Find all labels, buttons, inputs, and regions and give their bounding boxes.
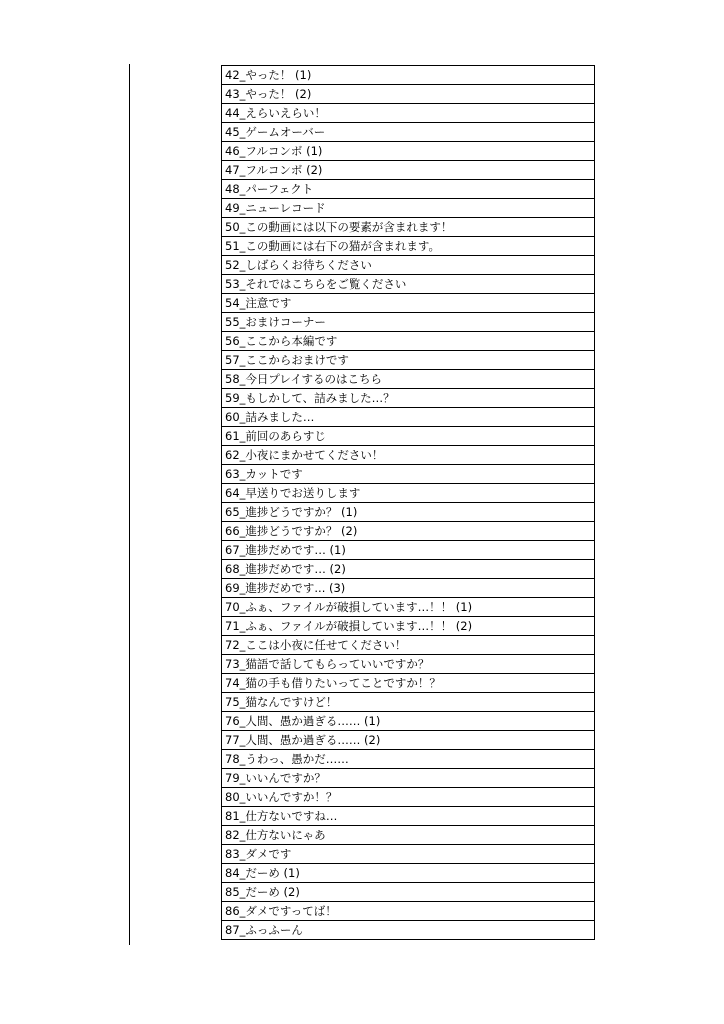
- table-row: [222, 237, 595, 256]
- table-row: [222, 332, 595, 351]
- table-row: [222, 161, 595, 180]
- entry-cell: 42_やった！ (1): [222, 66, 595, 85]
- entry-cell: 73_猫語で話してもらっていいですか？: [222, 655, 595, 674]
- table-row: [222, 104, 595, 123]
- entry-cell: 56_ここから本編です: [222, 332, 595, 351]
- entry-cell: 50_この動画には以下の要素が含まれます！: [222, 218, 595, 237]
- entry-cell: 60_詰みました…: [222, 408, 595, 427]
- entry-cell: 64_早送りでお送りします: [222, 484, 595, 503]
- entry-cell: 70_ふぁ、ファイルが破損しています…！！ (1): [222, 598, 595, 617]
- entry-cell: 62_小夜にまかせてください！: [222, 446, 595, 465]
- entry-cell: 66_進捗どうですか？ (2): [222, 522, 595, 541]
- table-row: [222, 389, 595, 408]
- table-row: [222, 807, 595, 826]
- table-row: [222, 769, 595, 788]
- table-row: [222, 123, 595, 142]
- table-row: [222, 883, 595, 902]
- table-row: [222, 693, 595, 712]
- table-row: [222, 484, 595, 503]
- table-row: [222, 218, 595, 237]
- entry-table: [221, 65, 595, 940]
- table-row: [222, 864, 595, 883]
- entry-cell: 69_進捗だめです... (3): [222, 579, 595, 598]
- table-row: [222, 503, 595, 522]
- table-row: [222, 560, 595, 579]
- table-row: [222, 826, 595, 845]
- entry-cell: 43_やった！ (2): [222, 85, 595, 104]
- entry-cell: 48_パーフェクト: [222, 180, 595, 199]
- entry-cell: 46_フルコンボ (1): [222, 142, 595, 161]
- entry-cell: 58_今日プレイするのはこちら: [222, 370, 595, 389]
- table-row: [222, 199, 595, 218]
- table-row: [222, 750, 595, 769]
- table-row: [222, 408, 595, 427]
- entry-cell: 57_ここからおまけです: [222, 351, 595, 370]
- entry-cell: 82_仕方ないにゃあ: [222, 826, 595, 845]
- table-row: [222, 674, 595, 693]
- table-row: [222, 712, 595, 731]
- entry-cell: 45_ゲームオーバー: [222, 123, 595, 142]
- entry-cell: 65_進捗どうですか？ (1): [222, 503, 595, 522]
- entry-cell: 78_うわっ、愚かだ……: [222, 750, 595, 769]
- table-row: [222, 522, 595, 541]
- entry-cell: 87_ふっふーん: [222, 921, 595, 940]
- table-row: [222, 351, 595, 370]
- entry-cell: 63_カットです: [222, 465, 595, 484]
- entry-cell: 72_ここは小夜に任せてください！: [222, 636, 595, 655]
- table-row: [222, 275, 595, 294]
- entry-cell: 76_人間、愚か過ぎる…… (1): [222, 712, 595, 731]
- entry-cell: 54_注意です: [222, 294, 595, 313]
- table-row: [222, 85, 595, 104]
- entry-cell: 79_いいんですか？: [222, 769, 595, 788]
- table-row: [222, 313, 595, 332]
- entry-cell: 61_前回のあらすじ: [222, 427, 595, 446]
- entry-cell: 84_だーめ (1): [222, 864, 595, 883]
- table-row: [222, 598, 595, 617]
- table-row: [222, 636, 595, 655]
- table-row: [222, 902, 595, 921]
- table-row: [222, 921, 595, 940]
- table-row: [222, 655, 595, 674]
- table-row: [222, 256, 595, 275]
- entry-cell: 53_それではこちらをご覧ください: [222, 275, 595, 294]
- entry-cell: 71_ふぁ、ファイルが破損しています…！！ (2): [222, 617, 595, 636]
- entry-cell: 51_この動画には右下の猫が含まれます。: [222, 237, 595, 256]
- entry-cell: 81_仕方ないですね…: [222, 807, 595, 826]
- entry-cell: 86_ダメですってば！: [222, 902, 595, 921]
- table-row: [222, 788, 595, 807]
- table-row: [222, 541, 595, 560]
- entry-cell: 80_いいんですか！？: [222, 788, 595, 807]
- entry-cell: 47_フルコンボ (2): [222, 161, 595, 180]
- entry-cell: 75_猫なんですけど！: [222, 693, 595, 712]
- entry-cell: 67_進捗だめです… (1): [222, 541, 595, 560]
- table-row: [222, 446, 595, 465]
- table-row: [222, 465, 595, 484]
- entry-cell: 49_ニューレコード: [222, 199, 595, 218]
- entry-cell: 85_だーめ (2): [222, 883, 595, 902]
- table-row: [222, 427, 595, 446]
- table-row: [222, 579, 595, 598]
- entry-cell: 83_ダメです: [222, 845, 595, 864]
- table-row: [222, 731, 595, 750]
- entry-table-body: [222, 66, 595, 940]
- entry-cell: 59_もしかして、詰みました…？: [222, 389, 595, 408]
- entry-cell: 44_えらいえらい！: [222, 104, 595, 123]
- table-row: [222, 845, 595, 864]
- table-row: [222, 142, 595, 161]
- table-row: [222, 294, 595, 313]
- table-row: [222, 180, 595, 199]
- table-row: [222, 617, 595, 636]
- table-row: [222, 370, 595, 389]
- entry-cell: 52_しばらくお待ちください: [222, 256, 595, 275]
- entry-cell: 77_人間、愚か過ぎる…… (2): [222, 731, 595, 750]
- entry-cell: 74_猫の手も借りたいってことですか！？: [222, 674, 595, 693]
- entry-cell: 55_おまけコーナー: [222, 313, 595, 332]
- table-row: [222, 66, 595, 85]
- left-margin-rule: [129, 64, 130, 945]
- entry-cell: 68_進捗だめです… (2): [222, 560, 595, 579]
